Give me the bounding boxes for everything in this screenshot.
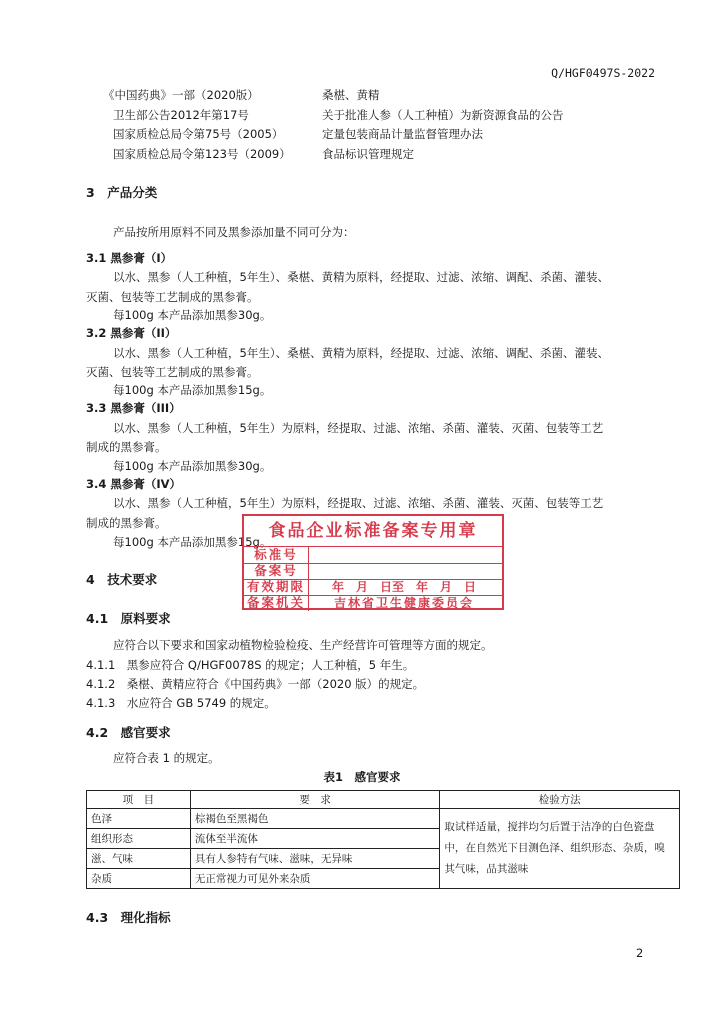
page-number: 2	[636, 946, 644, 960]
section-heading: 4 技术要求	[86, 572, 158, 587]
paragraph-line: 每100g 本产品添加黑参15g。	[113, 383, 272, 397]
stamp-label: 有效期限	[244, 579, 309, 595]
table-cell-item: 杂质	[87, 869, 191, 889]
paragraph-line: 灭菌、包装等工艺制成的黑参膏。	[86, 290, 259, 304]
table-cell-requirement: 无正常视力可见外来杂质	[190, 869, 440, 889]
subsection-heading: 4.2 感官要求	[86, 725, 171, 740]
table-row	[87, 809, 680, 829]
subsection-heading: 3.1 黑参膏（I）	[86, 251, 173, 265]
stamp-label: 备案机关	[244, 595, 309, 611]
section-intro: 产品按所用原料不同及黑参添加量不同可分为：	[113, 225, 355, 239]
table-caption: 表1 感官要求	[323, 770, 401, 784]
reference-title: 定量包装商品计量监督管理办法	[322, 127, 483, 141]
stamp-value: 年 月 日至 年 月 日	[331, 580, 476, 594]
paragraph-line: 以水、黑参（人工种植，5年生）为原料，经提取、过滤、浓缩、杀菌、灌装、灭菌、包装等工艺	[113, 496, 604, 510]
paragraph-line: 以水、黑参（人工种植，5年生）为原料，经提取、过滤、浓缩、杀菌、灌装、灭菌、包装等工艺	[113, 421, 604, 435]
table-cell-method: 取试样适量，搅拌均匀后置于洁净的白色瓷盘中，在自然光下目测色泽、组织形态、杂质，嗅其气味，品其滋味	[440, 809, 680, 889]
paragraph-line: 以水、黑参（人工种植，5年生）、桑椹、黄精为原料，经提取、过滤、浓缩、调配、杀菌、灌装、	[113, 346, 610, 360]
section-heading: 3 产品分类	[86, 185, 158, 200]
stamp-label: 备案号	[244, 563, 309, 579]
clause-item: 4.1.3 水应符合 GB 5749 的规定。	[86, 696, 276, 710]
filing-stamp	[242, 514, 504, 610]
stamp-row	[244, 563, 502, 580]
paragraph-line: 每100g 本产品添加黑参15g。	[113, 535, 272, 549]
stamp-row	[244, 595, 502, 611]
clause-item: 4.1.1 黑参应符合 Q/HGF0078S 的规定；人工种植，5 年生。	[86, 658, 415, 672]
reference-code: 卫生部公告2012年第17号	[113, 108, 249, 122]
table-header-row	[87, 791, 680, 809]
stamp-value: 吉林省卫生健康委员会	[333, 596, 474, 610]
paragraph-line: 以水、黑参（人工种植，5年生）、桑椹、黄精为原料，经提取、过滤、浓缩、调配、杀菌、灌装、	[113, 270, 610, 284]
subsection-heading: 4.1 原料要求	[86, 611, 171, 626]
table-cell-requirement: 棕褐色至黑褐色	[190, 809, 440, 829]
reference-title: 食品标识管理规定	[322, 147, 414, 161]
table-cell-requirement: 具有人参特有气味、滋味，无异味	[190, 849, 440, 869]
stamp-value	[310, 563, 498, 579]
column-header: 项 目	[87, 791, 191, 809]
stamp-title: 食品企业标准备案专用章	[244, 516, 502, 547]
paragraph-line: 应符合以下要求和国家动植物检验检疫、生产经营许可管理等方面的规定。	[113, 638, 493, 652]
doc-code: Q/HGF0497S-2022	[551, 66, 655, 80]
paragraph-line: 制成的黑参膏。	[86, 516, 167, 530]
paragraph-line: 每100g 本产品添加黑参30g。	[113, 459, 272, 473]
reference-code: 国家质检总局令第123号（2009）	[113, 147, 291, 161]
paragraph-line: 应符合表 1 的规定。	[113, 751, 220, 765]
column-header: 检验方法	[440, 791, 680, 809]
stamp-label: 标准号	[244, 547, 309, 563]
subsection-heading: 3.3 黑参膏（III）	[86, 401, 181, 415]
paragraph-line: 制成的黑参膏。	[86, 440, 167, 454]
stamp-value	[310, 547, 498, 563]
stamp-row	[244, 579, 502, 596]
subsection-heading: 3.2 黑参膏（II）	[86, 326, 177, 340]
reference-title: 桑椹、黄精	[322, 88, 380, 102]
table-cell-requirement: 流体至半流体	[190, 829, 440, 849]
table-cell-item: 滋、气味	[87, 849, 191, 869]
reference-code: 国家质检总局令第75号（2005）	[113, 127, 284, 141]
reference-title: 关于批准人参（人工种植）为新资源食品的公告	[322, 108, 564, 122]
reference-code: 《中国药典》一部（2020版）	[103, 88, 259, 102]
stamp-row	[244, 547, 502, 564]
paragraph-line: 每100g 本产品添加黑参30g。	[113, 308, 272, 322]
table-cell-item: 色泽	[87, 809, 191, 829]
table-cell-item: 组织形态	[87, 829, 191, 849]
subsection-heading: 4.3 理化指标	[86, 910, 171, 925]
column-header: 要 求	[190, 791, 440, 809]
subsection-heading: 3.4 黑参膏（IV）	[86, 477, 182, 491]
paragraph-line: 灭菌、包装等工艺制成的黑参膏。	[86, 365, 259, 379]
clause-item: 4.1.2 桑椹、黄精应符合《中国药典》一部（2020 版）的规定。	[86, 677, 425, 691]
sensory-requirements-table	[86, 790, 680, 889]
